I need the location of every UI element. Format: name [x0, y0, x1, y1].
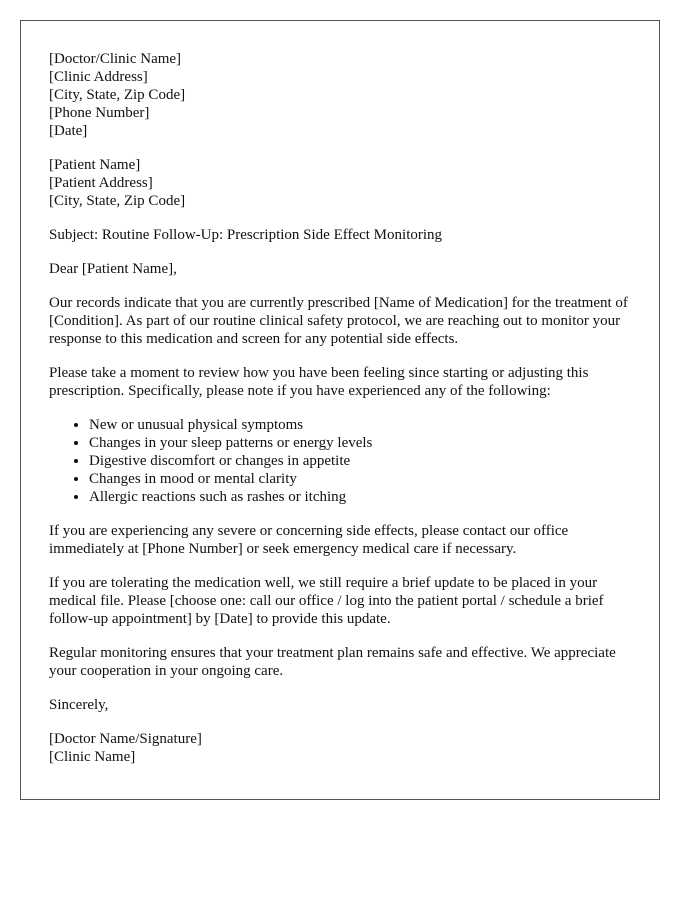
list-item: • Digestive discomfort or changes in appetite: [89, 452, 631, 470]
sender-name: [Doctor/Clinic Name]: [49, 51, 182, 67]
body-paragraph-monitoring: Regular monitoring ensures that your treatment plan remains safe and effective. We appreciate your cooperation in your ongoing care.: [49, 645, 616, 679]
sender-block: [49, 50, 631, 140]
symptom-list: [49, 416, 631, 506]
subject-line: Subject: Routine Follow-Up: Prescription Side Effect Monitoring: [49, 227, 443, 243]
list-item: • Changes in your sleep patterns or energy levels: [89, 434, 631, 452]
letter-page: [20, 20, 660, 800]
sender-city: [City, State, Zip Code]: [49, 87, 186, 103]
list-item: • Allergic reactions such as rashes or itching: [89, 488, 631, 506]
body-paragraph-intro: Our records indicate that you are currently prescribed [Name of Medication] for the treatment of [Condition]. As part of our routine clinical safety protocol, we are reaching out to monitor your response to this medication and screen for any potential side effects.: [49, 295, 628, 347]
recipient-address: [Patient Address]: [49, 175, 153, 191]
body-paragraph-update: If you are tolerating the medication well, we still require a brief update to be placed in your medical file. Please [choose one: call our office / log into the patient portal / schedule a brief follow-up appointment] by [Date] to provide this update.: [49, 575, 604, 627]
signature-clinic: [Clinic Name]: [49, 749, 136, 765]
salutation: Dear [Patient Name],: [49, 261, 177, 277]
list-item: • Changes in mood or mental clarity: [89, 470, 631, 488]
signature-name: [Doctor Name/Signature]: [49, 731, 202, 747]
signature-block: [49, 730, 631, 766]
body-paragraph-review: Please take a moment to review how you have been feeling since starting or adjusting this prescription. Specifically, please note if you have experienced any of the following:: [49, 365, 589, 399]
list-item: • New or unusual physical symptoms: [89, 416, 631, 434]
closing: Sincerely,: [49, 697, 109, 713]
recipient-name: [Patient Name]: [49, 157, 141, 173]
sender-address: [Clinic Address]: [49, 69, 148, 85]
letter-date: [Date]: [49, 123, 88, 139]
sender-phone: [Phone Number]: [49, 105, 150, 121]
recipient-block: [49, 156, 631, 210]
recipient-city: [City, State, Zip Code]: [49, 193, 186, 209]
body-paragraph-severe: If you are experiencing any severe or concerning side effects, please contact our office immediately at [Phone Number] or seek emergency medical care if necessary.: [49, 523, 569, 557]
